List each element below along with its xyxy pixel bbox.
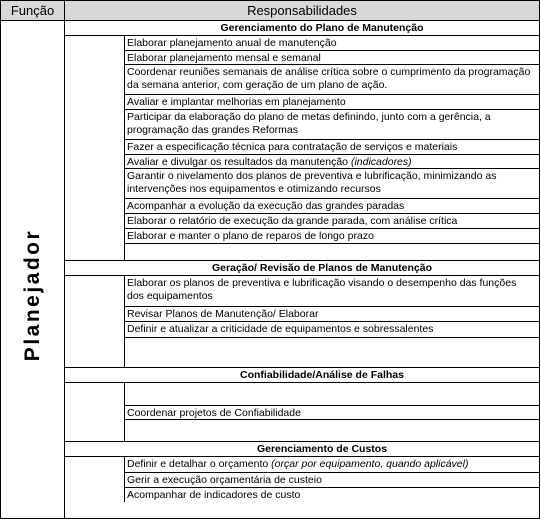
item-text: Fazer a especificação técnica para contratação de serviços e materiais <box>127 141 458 153</box>
section <box>65 260 539 367</box>
item-text: Coordenar projetos de Confiabilidade <box>127 407 301 419</box>
responsibility-item <box>125 229 539 244</box>
item-text: Acompanhar a evolução da execução das grandes paradas <box>127 200 405 212</box>
section-title: Gerenciamento do Plano de Manutenção <box>65 21 539 36</box>
blank-cell <box>65 276 125 367</box>
section <box>65 441 539 502</box>
item-text: Elaborar planejamento mensal e semanal <box>127 52 321 64</box>
section-title: Geração/ Revisão de Planos de Manutenção <box>65 260 539 276</box>
item-text: Definir e atualizar a criticidade de equipamentos e sobressalentes <box>127 323 434 335</box>
item-text: Gerir a execução orçamentária de custeio <box>127 474 322 486</box>
section-title: Gerenciamento de Custos <box>65 441 539 457</box>
responsibility-item <box>125 65 539 95</box>
item-text: Revisar Planos de Manutenção/ Elaborar <box>127 308 319 320</box>
item-text: Elaborar e manter o plano de reparos de longo prazo <box>127 230 374 242</box>
function-column <box>1 21 65 518</box>
blank-cell <box>65 457 125 502</box>
section-body <box>65 276 539 367</box>
item-note: (indicadores) <box>350 156 412 168</box>
responsibility-item <box>125 36 539 51</box>
section-title: Confiabilidade/Análise de Falhas <box>65 367 539 383</box>
responsibility-item <box>125 276 539 307</box>
responsibility-item <box>125 473 539 488</box>
item-list <box>125 36 539 260</box>
responsibility-item <box>125 457 539 473</box>
table-header <box>1 1 539 21</box>
responsibility-item <box>125 140 539 155</box>
section <box>65 367 539 441</box>
function-label: Planejador <box>21 228 44 362</box>
section-body <box>65 36 539 260</box>
header-responsabilidades: Responsabilidades <box>65 1 539 20</box>
header-funcao: Função <box>1 1 65 20</box>
section-body <box>65 457 539 502</box>
responsibility-item <box>125 199 539 214</box>
responsibility-item <box>125 155 539 169</box>
responsibility-item <box>125 420 539 441</box>
blank-cell <box>65 36 125 260</box>
responsibility-item <box>125 95 539 110</box>
item-text: Garantir o nivelamento dos planos de preventiva e lubrificação, minimizando as intervenções nos equipamentos e otimizando recursos <box>127 170 497 195</box>
blank-cell <box>65 383 125 441</box>
item-list <box>125 457 539 502</box>
item-text: Avaliar e divulgar os resultados da manutenção <box>127 156 351 168</box>
responsibility-item <box>125 244 539 260</box>
item-text: Elaborar os planos de preventiva e lubrificação visando o desempenho das funções dos equipamentos <box>127 277 517 302</box>
item-text: Avaliar e implantar melhorias em planejamento <box>127 96 346 108</box>
responsibility-item <box>125 307 539 322</box>
item-text: Elaborar o relatório de execução da grande parada, com análise crítica <box>127 215 458 227</box>
item-text: Definir e detalhar o orçamento <box>127 458 272 470</box>
item-text: Elaborar planejamento anual de manutenção <box>127 37 337 49</box>
section <box>65 21 539 260</box>
item-list <box>125 383 539 441</box>
item-text: Coordenar reuniões semanais de análise crítica sobre o cumprimento da programação da semana anterior, com geração de um plano de ação. <box>127 66 531 91</box>
responsibility-item <box>125 338 539 367</box>
responsibility-item <box>125 322 539 338</box>
responsibility-item <box>125 110 539 140</box>
section-body <box>65 383 539 441</box>
responsibility-item <box>125 214 539 229</box>
responsibility-item <box>125 488 539 502</box>
responsibility-item <box>125 383 539 406</box>
responsibility-item <box>125 406 539 420</box>
item-text: Participar da elaboração do plano de metas definindo, junto com a gerência, a programação das grandes Reformas <box>127 111 491 136</box>
responsibility-item <box>125 51 539 65</box>
item-note: (orçar por equipamento, quando aplicável) <box>271 458 469 470</box>
item-list <box>125 276 539 367</box>
responsibilities-content <box>65 21 539 502</box>
item-text: Acompanhar de indicadores de custo <box>127 489 301 501</box>
responsibility-item <box>125 169 539 199</box>
